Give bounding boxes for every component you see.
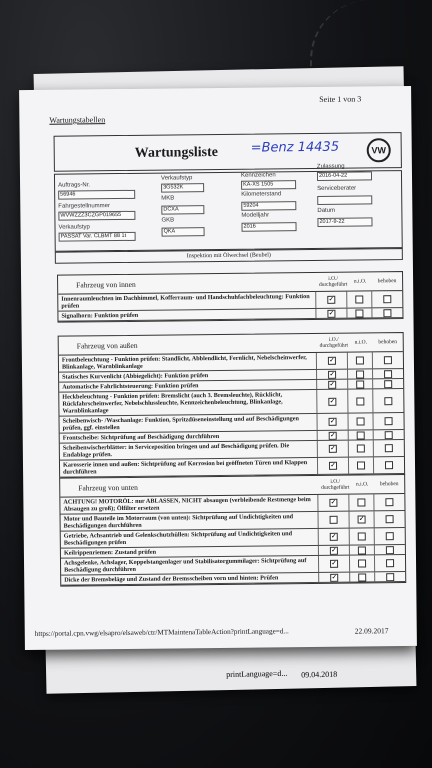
checkbox-behoben-cell [372, 352, 403, 368]
column-io-header: i.O./ durchgeführt [318, 275, 348, 288]
label-gkb: GKB [161, 217, 175, 224]
checklist-item-text: Dicke der Bremsbeläge und Zustand der Bremsscheiben vorn und hinten: Prüfen [64, 574, 279, 584]
section-title: Fahrzeug von unten [78, 482, 138, 492]
checkbox-io-cell [318, 573, 349, 582]
checkbox-nio[interactable] [356, 370, 364, 378]
checklist-item-text: Scheibenwisch- /Waschanlage: Funktion, Spritzdüseneinstellung und auf Beschädigungen prüfen, ggf. einstellen [62, 415, 299, 432]
checkbox-io[interactable]: ✓ [329, 371, 335, 378]
checkbox-behoben-cell [374, 528, 405, 544]
document-page [19, 86, 417, 650]
value-gkb: QKA [162, 227, 205, 236]
value-modelljahr: 2016 [241, 222, 296, 232]
page-title: Wartungsliste [134, 144, 219, 161]
checklist-item-text: Scheibenwischerblätter: in Serviceposition bringen und auf Beschädigung prüfen. Die Endablage prüfen. [62, 442, 290, 459]
checklist-item-text: Keilrippenriemen: Zustand prüfen [63, 548, 157, 557]
checkbox-nio[interactable]: ✓ [359, 516, 365, 523]
value-kilometerstand: 59204 [241, 201, 296, 211]
checkbox-nio-cell [349, 511, 374, 527]
column-nio-header: n.i.O. [354, 339, 367, 346]
checkbox-behoben-cell [371, 291, 402, 307]
checklist-item-text: Karosserie innen und außen: Sichtprüfung auf Korrosion bei geöffneten Türen und Klappen durchführen [62, 459, 308, 476]
under-footer-text: printLanguage=d... [226, 668, 288, 680]
value-mkb: DCXA [161, 205, 204, 214]
checkbox-behoben-cell [374, 555, 405, 571]
checkbox-behoben-cell [372, 389, 403, 412]
checkbox-io-cell [318, 546, 349, 555]
value-datum: 2017-9-22 [317, 217, 372, 227]
checkbox-behoben-cell [374, 511, 405, 527]
checklist-item-text: Frontscheibe: Sichtprüfung auf Beschädigung durchführen [62, 432, 220, 442]
checkbox-nio[interactable] [357, 417, 365, 425]
checklist-item-text: Frontbeleuchtung - Funktion prüfen: Standlicht, Abblendlicht, Fernlicht, Nebelscheinwerfer, Blinkanlage, Warnblinkanlage [61, 354, 307, 371]
checkbox-behoben[interactable] [386, 546, 394, 554]
checklist-item-text: Signalhorn: Funktion prüfen [61, 311, 139, 320]
checkbox-nio[interactable] [357, 498, 365, 506]
checkbox-io-cell [317, 458, 348, 474]
checkbox-nio[interactable] [358, 559, 366, 567]
checkbox-io[interactable]: ✓ [328, 310, 334, 317]
checkbox-io-cell [318, 529, 349, 545]
checkbox-io[interactable]: ✓ [330, 432, 336, 439]
checkbox-nio-cell [346, 291, 371, 307]
checkbox-nio-cell [348, 457, 373, 473]
checklist-item-text: Statisches Kurvenlicht (Abbiegelicht): Funktion prüfen [62, 372, 209, 381]
label-mkb: MKB [161, 195, 175, 202]
label-modelljahr: Modelljahr [241, 212, 270, 219]
checkbox-io[interactable]: ✓ [329, 381, 335, 388]
checkbox-behoben-cell [372, 379, 403, 388]
checkbox-nio[interactable] [357, 444, 365, 452]
checklist-item-text: Innenraumleuchten im Dachhimmel, Kofferraum- und Handschuhfachbeleuchtung: Funktion prüfen [61, 293, 310, 310]
value-verkaufstyp-2: 3G532K [161, 183, 204, 192]
checkbox-nio[interactable] [356, 397, 364, 405]
column-behoben-header: behoben [377, 278, 397, 285]
checkbox-nio-cell [348, 494, 373, 510]
checkbox-io-cell [318, 512, 349, 528]
checkbox-behoben[interactable] [385, 461, 393, 469]
label-kennzeichen: Kennzeichen [240, 172, 276, 179]
checkbox-behoben-cell [373, 440, 404, 456]
checkbox-behoben[interactable] [383, 295, 391, 303]
checkbox-nio[interactable] [358, 573, 366, 581]
checkbox-nio[interactable] [358, 532, 366, 540]
checkbox-behoben-cell [373, 430, 404, 439]
checklist-row [59, 389, 403, 417]
checkbox-nio[interactable] [356, 356, 364, 364]
column-behoben-header: behoben [379, 481, 399, 488]
checkbox-behoben[interactable] [385, 417, 393, 425]
checkbox-behoben[interactable] [385, 498, 393, 506]
vehicle-info-box [54, 163, 403, 252]
label-verkaufstyp: Verkaufstyp [58, 224, 90, 231]
checkbox-io-cell [315, 309, 346, 318]
checkbox-io[interactable]: ✓ [329, 357, 335, 364]
checkbox-nio[interactable] [357, 461, 365, 469]
column-io-header: i.O./ durchgeführt [319, 336, 349, 349]
section-interior [57, 271, 403, 323]
checkbox-nio[interactable] [356, 380, 364, 388]
checkbox-nio-cell [347, 389, 372, 412]
label-fahrgestell: Fahrgestellnummer [58, 203, 111, 210]
label-serviceberater: Serviceberater [317, 185, 357, 192]
checkbox-io[interactable]: ✓ [330, 499, 336, 506]
checkbox-behoben-cell [371, 308, 402, 317]
checkbox-behoben[interactable] [386, 573, 394, 581]
section-title: Fahrzeug von innen [76, 279, 136, 289]
checkbox-behoben[interactable] [385, 444, 393, 452]
checkbox-io-cell [316, 370, 347, 379]
checkbox-behoben-cell [374, 572, 405, 581]
checkbox-nio-cell [348, 430, 373, 439]
value-kennzeichen: KA-XS 1505 [241, 180, 296, 190]
checkbox-io-cell [318, 556, 349, 572]
checkbox-behoben-cell [372, 369, 403, 378]
checkbox-io-cell [316, 380, 347, 389]
column-behoben-header: behoben [378, 339, 398, 346]
checkbox-nio-cell [347, 413, 372, 429]
checkbox-nio-cell [346, 308, 371, 317]
checkbox-nio[interactable] [355, 309, 363, 317]
checkbox-nio[interactable] [355, 295, 363, 303]
handwritten-note: =Benz 14435 [250, 139, 340, 156]
checkbox-io[interactable]: ✓ [329, 398, 335, 405]
label-kilometerstand: Kilometerstand [241, 191, 282, 198]
checkbox-io[interactable]: ✓ [330, 445, 336, 452]
checkbox-io[interactable]: ✓ [331, 533, 337, 540]
checklist-item-text: Automatische Fahrlichtsteuerung: Funktion prüfen [62, 382, 199, 391]
checkbox-nio-cell [349, 545, 374, 554]
under-footer-date: 09.04.2018 [301, 669, 338, 680]
page-number: Seite 1 von 3 [319, 94, 362, 104]
section-underbody [59, 474, 406, 587]
label-datum: Datum [317, 207, 336, 214]
label-auftrags-nr: Auftrags-Nr. [58, 182, 91, 189]
checkbox-nio[interactable] [358, 546, 366, 554]
checkbox-io[interactable]: ✓ [331, 560, 337, 567]
checkbox-nio-cell [349, 528, 374, 544]
checkbox-behoben[interactable] [386, 515, 394, 523]
checkbox-behoben[interactable] [384, 397, 392, 405]
checkbox-behoben-cell [373, 494, 404, 510]
checklist-item-text: Motor und Bauteile im Motorraum (von unten): Sichtprüfung auf Undichtigkeiten und Beschädigungen durchführen [63, 513, 294, 530]
checkbox-behoben[interactable] [384, 370, 392, 378]
checkbox-io-cell [317, 431, 348, 440]
checkbox-nio-cell [348, 440, 373, 456]
checkbox-io-cell [315, 292, 346, 308]
checkbox-io[interactable]: ✓ [330, 418, 336, 425]
section-exterior [58, 332, 405, 479]
checkbox-behoben[interactable] [383, 309, 391, 317]
checkbox-nio-cell [349, 572, 374, 581]
checkbox-behoben[interactable] [384, 356, 392, 364]
checklist-item-text: Achsgelenke, Achslager, Koppelstangenlager und Stabilisatorgummilager: Sichtprüfung auf Beschädigung durchführen [63, 557, 307, 574]
checkbox-io-cell [317, 441, 348, 457]
checkbox-nio-cell [347, 379, 372, 388]
checkbox-nio-cell [347, 369, 372, 378]
column-nio-header: n.i.O. [356, 481, 369, 488]
column-nio-header: n.i.O. [353, 278, 367, 285]
checkbox-nio[interactable] [357, 431, 365, 439]
checklist-item-text: ACHTUNG! MOTORÖL: nur ABLASSEN, NICHT absaugen (verbleibende Restmenge beim Absaugen zu groß); Ölfilter ersetzen [63, 496, 311, 513]
checkbox-behoben[interactable] [386, 532, 394, 540]
checkbox-io[interactable]: ✓ [328, 296, 334, 303]
checkbox-nio-cell [349, 555, 374, 571]
checkbox-io-cell [316, 353, 347, 369]
footer-date: 22.09.2017 [354, 626, 389, 636]
vw-logo-icon: VW [367, 138, 391, 162]
inspection-label: Inspektion mit Ölwechsel (Beubel) [55, 248, 403, 264]
label-verkaufstyp-2: Verkaufstyp [160, 175, 193, 182]
title-box [54, 132, 402, 172]
checkbox-io-cell [317, 495, 348, 511]
checkbox-behoben[interactable] [385, 431, 393, 439]
value-zulassung: 2016-04-22 [317, 171, 372, 181]
checkbox-io-cell [316, 414, 347, 430]
header-left: Wartungstabellen [49, 115, 106, 125]
checkbox-io-cell [316, 390, 347, 413]
value-verkaufstyp: PASSAT Var. CLBMT 88 1t [59, 232, 136, 242]
checklist-item-text: Getriebe, Achsantrieb und Gelenkschutzhüllen: Sichtprüfung auf Undichtigkeiten und Beschädigungen prüfen [63, 530, 293, 547]
checkbox-nio-cell [347, 352, 372, 368]
section-title: Fahrzeug von außen [76, 340, 138, 350]
checkbox-io[interactable]: ✓ [331, 574, 337, 581]
checkbox-behoben-cell [373, 457, 404, 473]
checkbox-behoben[interactable] [384, 380, 392, 388]
checkbox-behoben[interactable] [386, 559, 394, 567]
value-auftrags-nr: 56946 [58, 190, 135, 200]
footer-url: https://portal.cpn.vwg/elsapro/elsaweb/ctr/MTMaintenaTableAction?printLanguage=d... [34, 627, 289, 638]
value-fahrgestell: WVWZZZ3CZGP019655 [58, 211, 135, 221]
checkbox-behoben-cell [372, 413, 403, 429]
label-zulassung: Zulassung [316, 163, 345, 170]
checkbox-io[interactable] [330, 516, 338, 524]
checkbox-io[interactable]: ✓ [331, 547, 337, 554]
checklist-item-text: Heckbeleuchtung - Funktion prüfen: Bremslicht (auch 3. Bremsleuchte), Rücklicht, Rückfahrscheinwerfer, Nebelschlussleuchte, Kennzeichenbeleuchtung, Blinkanlage, Warnblinkanlage [62, 391, 283, 415]
value-serviceberater [317, 195, 372, 205]
column-io-header: i.O./ durchgeführt [321, 478, 350, 491]
checkbox-behoben-cell [374, 545, 405, 554]
checkbox-io[interactable]: ✓ [330, 462, 336, 469]
